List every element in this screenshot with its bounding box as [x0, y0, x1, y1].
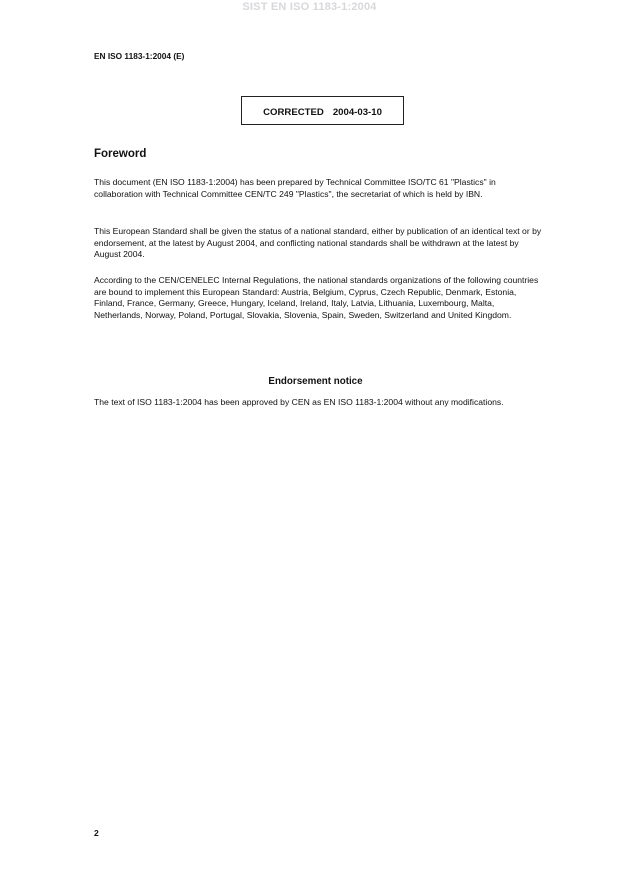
- foreword-paragraph-3: According to the CEN/CENELEC Internal Regulations, the national standards organizations of the following countries are bound to implement this European Standard: Austria, Belgium, Cyprus, Czech Republic, Denmark, Estonia, Finland, France, Germany, Greece, Hungary, Iceland, Ireland, Italy, Latvia, Lithuania, Luxembourg, Malta, Netherlands, Norway, Poland, Portugal, Slovakia, Slovenia, Spain, Sweden, Switzerland and United Kingdom.: [94, 275, 539, 320]
- corrected-date: 2004-03-10: [332, 107, 382, 118]
- foreword-paragraph-1: This document (EN ISO 1183-1:2004) has been prepared by Technical Committee ISO/TC 61 "Plastics" in collaboration with Technical Committee CEN/TC 249 "Plastics", the secretariat of which is held by IBN.: [94, 177, 496, 199]
- foreword-paragraph-2: This European Standard shall be given the status of a national standard, either by publication of an identical text or by endorsement, at the latest by August 2004, and conflicting national standards shall be withdrawn at the latest by August 2004.: [94, 226, 542, 260]
- corrected-stamp: [241, 96, 404, 125]
- endorsement-text: The text of ISO 1183-1:2004 has been approved by CEN as EN ISO 1183-1:2004 without any modifications.: [94, 397, 504, 407]
- page-number: 2: [94, 828, 99, 838]
- corrected-label: CORRECTED: [263, 107, 324, 118]
- document-id: EN ISO 1183-1:2004 (E): [94, 51, 185, 61]
- watermark: SIST EN ISO 1183-1:2004: [242, 1, 377, 13]
- foreword-heading: Foreword: [94, 148, 147, 160]
- endorsement-heading: Endorsement notice: [268, 376, 363, 387]
